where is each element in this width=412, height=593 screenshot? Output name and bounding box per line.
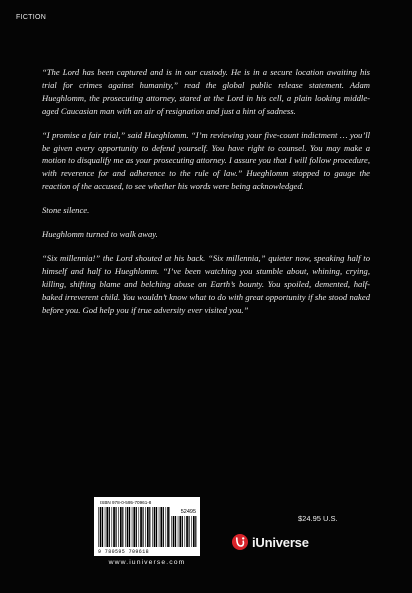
publisher-name: iUniverse — [252, 534, 309, 550]
price-bars — [171, 516, 197, 547]
publisher-website: www.iuniverse.com — [108, 559, 186, 566]
blurb-paragraph: Hueghlomm turned to walk away. — [42, 229, 158, 240]
publisher-logo — [232, 532, 309, 552]
barcode-price-code: 52495 — [180, 509, 196, 515]
blurb-paragraph: “The Lord has been captured and is in our custody. He is in a secure location awaiting his trial for crimes against humanity,” read the global public release statement. Adam Hueghlomm, the prosecuting attorney, stared at the Lord in his cell, a plain looking middle-aged Caucasian man with an air of resignation and just a hint of sadness. — [42, 67, 370, 116]
genre-label: FICTION — [16, 14, 47, 21]
blurb-paragraph: “Six millennia!” the Lord shouted at his back. “Six millennia,” quieter now, speaking half to himself and half to Hueghlomm. “I’ve been watching you stumble about, whining, crying, killing, shifting blame and belching abuse on Earth’s bounty. You spoiled, demented, half-baked irreverent child. You wouldn’t know what to do with great opportunity if she stood naked before you. God help you if true adversity ever visited you.” — [42, 252, 370, 315]
blurb — [42, 66, 370, 328]
barcode-digits: 9 780595 709618 — [98, 549, 150, 555]
iuniverse-swirl-icon — [232, 534, 248, 550]
price: $24.95 U.S. — [298, 514, 338, 523]
isbn-bars — [98, 507, 170, 547]
blurb-paragraph: Stone silence. — [42, 205, 90, 216]
barcode — [94, 497, 200, 556]
blurb-paragraph: “I promise a fair trial,” said Hueghlomm. “I’m reviewing your five-count indictment … you’ll be given every opportunity to defend yourself. You have right to counsel. You may make a motion to disqualify me as your prosecuting attorney. I assure you that I will follow procedure, with reverence for and adherence to the rule of law.” Hueghlomm stopped to gauge the reaction of the accused, to see whether his words were being acknowledged. — [42, 129, 370, 192]
isbn-label: ISBN 978-0-595-70961-8 — [100, 500, 152, 505]
